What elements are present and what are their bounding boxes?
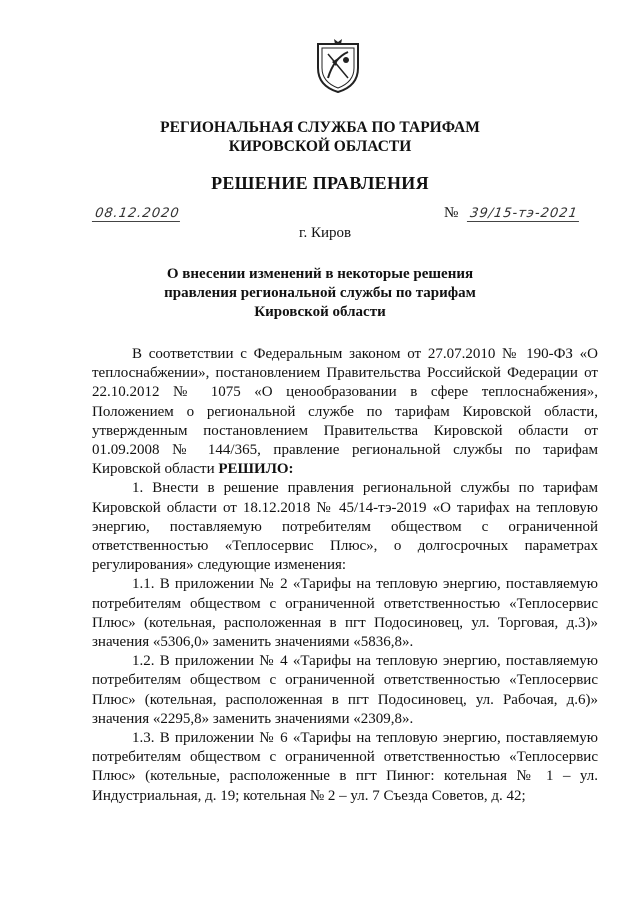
item-1-3: 1.3. В приложении № 6 «Тарифы на тепловую энергию, поставляемую потребителям обществом с ограниченной ответственностью «Теплосервис Плюс» (котельные, расположенные в пгт Пинюг: котельная № 1 – ул. Индустриальная, д. 19; котельная № 2 – ул. 7 Съезда Советов, д. 42; bbox=[92, 730, 598, 804]
document-city: г. Киров bbox=[299, 225, 352, 241]
resolved-keyword: РЕШИЛО: bbox=[218, 461, 294, 478]
document-subject bbox=[0, 265, 640, 322]
preamble-text: В соответствии с Федеральным законом от 27.07.2010 № 190-ФЗ «О теплоснабжении», постановлением Правительства Российской Федерации от 22.10.2012 № 1075 «О ценообразовании в сфере теплоснабжения», Положением о региональной службе по тарифам Кировской области, утвержденным постановлением Правительства Кировской области от 01.09.2008 № 144/365, правление региональной службы по тарифам Кировской области bbox=[92, 346, 598, 478]
organization-name-line2: КИРОВСКОЙ ОБЛАСТИ bbox=[228, 138, 412, 155]
document-body bbox=[92, 345, 598, 806]
document-number: 39/15-тэ-2021 bbox=[467, 206, 581, 222]
item-1-2: 1.2. В приложении № 4 «Тарифы на тепловую энергию, поставляемую потребителям обществом с ограниченной ответственностью «Теплосервис Плюс» (котельная, расположенная в пгт Подосиновец, ул. Рабочая, д.6)» значения «2295,8» заменить значениями «2309,8». bbox=[92, 653, 598, 727]
subject-line3: Кировской области bbox=[254, 304, 386, 320]
preamble-paragraph bbox=[92, 345, 598, 479]
document-date: 08.12.2020 bbox=[92, 206, 183, 222]
item-1: 1. Внести в решение правления региональной службы по тарифам Кировской области от 18.12.2018 № 45/14-тэ-2019 «О тарифах на тепловую энергию, поставляемую потребителям обществом с ограниченной ответственностью «Теплосервис Плюс», о долгосрочных параметрах регулирования» следующие изменения: bbox=[92, 480, 598, 574]
kirov-coat-of-arms-icon bbox=[314, 38, 362, 94]
document-type-title: РЕШЕНИЕ ПРАВЛЕНИЯ bbox=[211, 173, 429, 193]
document-number-label: № bbox=[444, 205, 459, 221]
subject-line1: О внесении изменений в некоторые решения bbox=[166, 266, 474, 282]
organization-name-line1: РЕГИОНАЛЬНАЯ СЛУЖБА ПО ТАРИФАМ bbox=[160, 119, 480, 136]
subject-line2: правления региональной службы по тарифам bbox=[164, 285, 476, 301]
item-1-1: 1.1. В приложении № 2 «Тарифы на тепловую энергию, поставляемую потребителям обществом с ограниченной ответственностью «Теплосервис Плюс» (котельная, расположенная в пгт Подосиновец, ул. Торговая, д.3)» значения «5306,0» заменить значениями «5836,8». bbox=[92, 576, 598, 651]
